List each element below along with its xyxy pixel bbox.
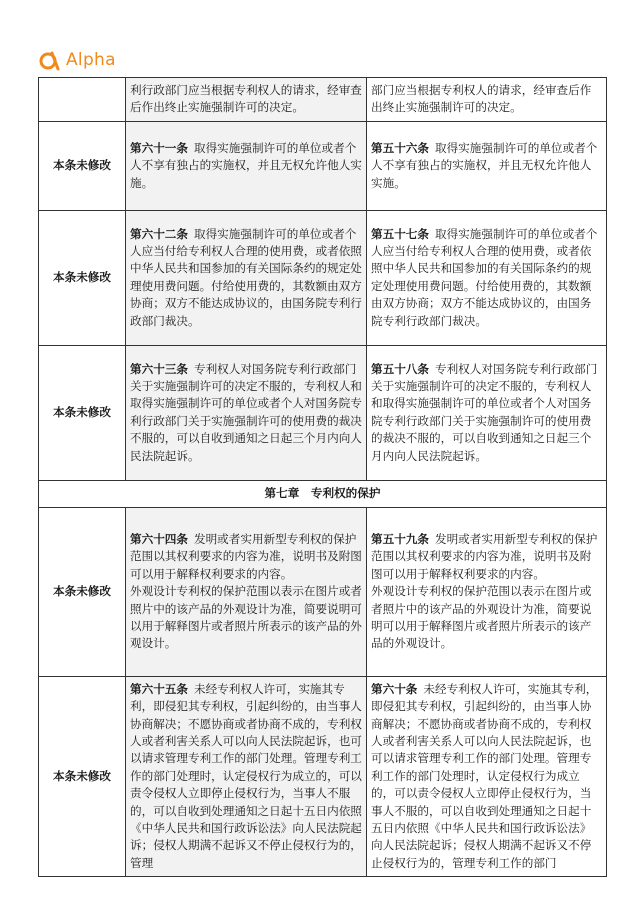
new-text-cell — [367, 345, 607, 480]
old-article-number: 第六十五条 — [130, 681, 188, 696]
old-text: 未经专利权人许可，实施其专利，即侵犯其专利权，引起纠纷的，由当事人协商解决；不愿协商或者协商不成的，专利权人或者利害关系人可以向人民法院起诉，也可以请求管理专利工作的部门处理。管理专利工作的部门处理时，认定侵权行为成立的，可以责令侵权人立即停止侵权行为，当事人不服的，可以自收到处理通知之日起十五日内依照《中华人民共和国行政诉讼法》向人民法院起诉；侵权人期满不起诉又不停止侵权行为的，管理 — [130, 681, 362, 870]
old-paragraph: 外观设计专利权的保护范围以表示在图片或者照片中的该产品的外观设计为准，简要说明可以用于解释图片或者照片所表示的该产品的外观设计。 — [130, 584, 362, 651]
law-comparison-table — [38, 77, 607, 877]
status-cell: 本条未修改 — [39, 507, 126, 676]
old-text: 专利权人对国务院专利行政部门关于实施强制许可的决定不服的，专利权人和取得实施强制许可的单位或者个人对国务院专利行政部门关于实施强制许可的使用费的裁决不服的，可以自收到通知之日起三个月内向人民法院起诉。 — [130, 361, 362, 463]
status-cell: 本条未修改 — [39, 676, 126, 876]
new-text: 取得实施强制许可的单位或者个人不享有独占的实施权，并且无权允许他人实施。 — [371, 140, 598, 190]
new-article-number: 第五十六条 — [371, 140, 429, 155]
status-cell: 本条未修改 — [39, 345, 126, 480]
old-text: 发明或者实用新型专利权的保护范围以其权利要求的内容为准，说明书及附图可以用于解释权利要求的内容。 — [130, 531, 362, 581]
old-text-cell — [126, 676, 367, 876]
new-text-cell — [367, 210, 607, 345]
old-text: 取得实施强制许可的单位或者个人不享有独占的实施权，并且无权允许他人实施。 — [130, 140, 362, 190]
chapter-heading: 第七章 专利权的保护 — [39, 480, 607, 507]
status-cell — [39, 78, 126, 122]
new-text-cell — [367, 78, 607, 122]
new-text: 专利权人对国务院专利行政部门关于实施强制许可的决定不服的，专利权人和取得实施强制许可的单位或者个人对国务院专利行政部门关于实施强制许可的使用费的裁决不服的，可以自收到通知之日起三个月内向人民法院起诉。 — [371, 361, 598, 463]
new-article-number: 第六十条 — [371, 681, 418, 696]
table-row — [39, 210, 607, 345]
new-paragraph — [371, 531, 602, 583]
new-text: 部门应当根据专利权人的请求，经审查后作出终止实施强制许可的决定。 — [371, 83, 592, 115]
chapter-row — [39, 480, 607, 507]
new-text: 未经专利权人许可，实施其专利，即侵犯其专利权，引起纠纷的，由当事人协商解决；不愿协商或者协商不成的，专利权人或者利害关系人可以向人民法院起诉，也可以请求管理专利工作的部门处理。管理专利工作的部门处理时，认定侵权行为成立的，可以责令侵权人立即停止侵权行为，当事人不服的，可以自收到处理通知之日起十五日内依照《中华人民共和国行政诉讼法》向人民法院起诉；侵权人期满不起诉又不停止侵权行为的，管理专利工作的部门 — [371, 681, 598, 870]
new-paragraph: 外观设计专利权的保护范围以表示在图片或者照片中的该产品的外观设计为准，简要说明可以用于解释图片或者照片所表示的该产品的外观设计。 — [371, 584, 592, 651]
new-article-number: 第五十八条 — [371, 361, 429, 376]
old-article-number: 第六十三条 — [130, 361, 188, 376]
old-text-cell — [126, 121, 367, 210]
old-paragraph — [130, 531, 362, 583]
old-text-cell — [126, 78, 367, 122]
old-text-cell — [126, 345, 367, 480]
new-text: 取得实施强制许可的单位或者个人应当付给专利权人合理的使用费，或者依照中华人民共和国参加的有关国际条约的规定处理使用费问题。付给使用费的，其数额由双方协商；双方不能达成协议的，由国务院专利行政部门裁决。 — [371, 226, 598, 328]
new-text-cell — [367, 121, 607, 210]
table-row — [39, 507, 607, 676]
status-cell: 本条未修改 — [39, 121, 126, 210]
new-text-cell — [367, 507, 607, 676]
status-cell: 本条未修改 — [39, 210, 126, 345]
new-text: 发明或者实用新型专利权的保护范围以其权利要求的内容为准，说明书及附图可以用于解释权利要求的内容。 — [371, 531, 598, 581]
brand-logo — [38, 48, 116, 72]
table-row — [39, 676, 607, 876]
new-article-number: 第五十九条 — [371, 531, 429, 546]
old-article-number: 第六十四条 — [130, 531, 188, 546]
old-article-number: 第六十一条 — [130, 140, 188, 155]
logo-text: Alpha — [66, 50, 116, 70]
old-text: 利行政部门应当根据专利权人的请求，经审查后作出终止实施强制许可的决定。 — [130, 83, 362, 115]
old-article-number: 第六十二条 — [130, 226, 188, 241]
alpha-logo-icon — [38, 49, 60, 71]
table-row — [39, 121, 607, 210]
table-row — [39, 345, 607, 480]
old-text: 取得实施强制许可的单位或者个人应当付给专利权人合理的使用费，或者依照中华人民共和国参加的有关国际条约的规定处理使用费问题。付给使用费的，其数额由双方协商；双方不能达成协议的，由国务院专利行政部门裁决。 — [130, 226, 362, 328]
old-text-cell — [126, 210, 367, 345]
new-article-number: 第五十七条 — [371, 226, 429, 241]
table-row — [39, 78, 607, 122]
old-text-cell — [126, 507, 367, 676]
new-text-cell — [367, 676, 607, 876]
